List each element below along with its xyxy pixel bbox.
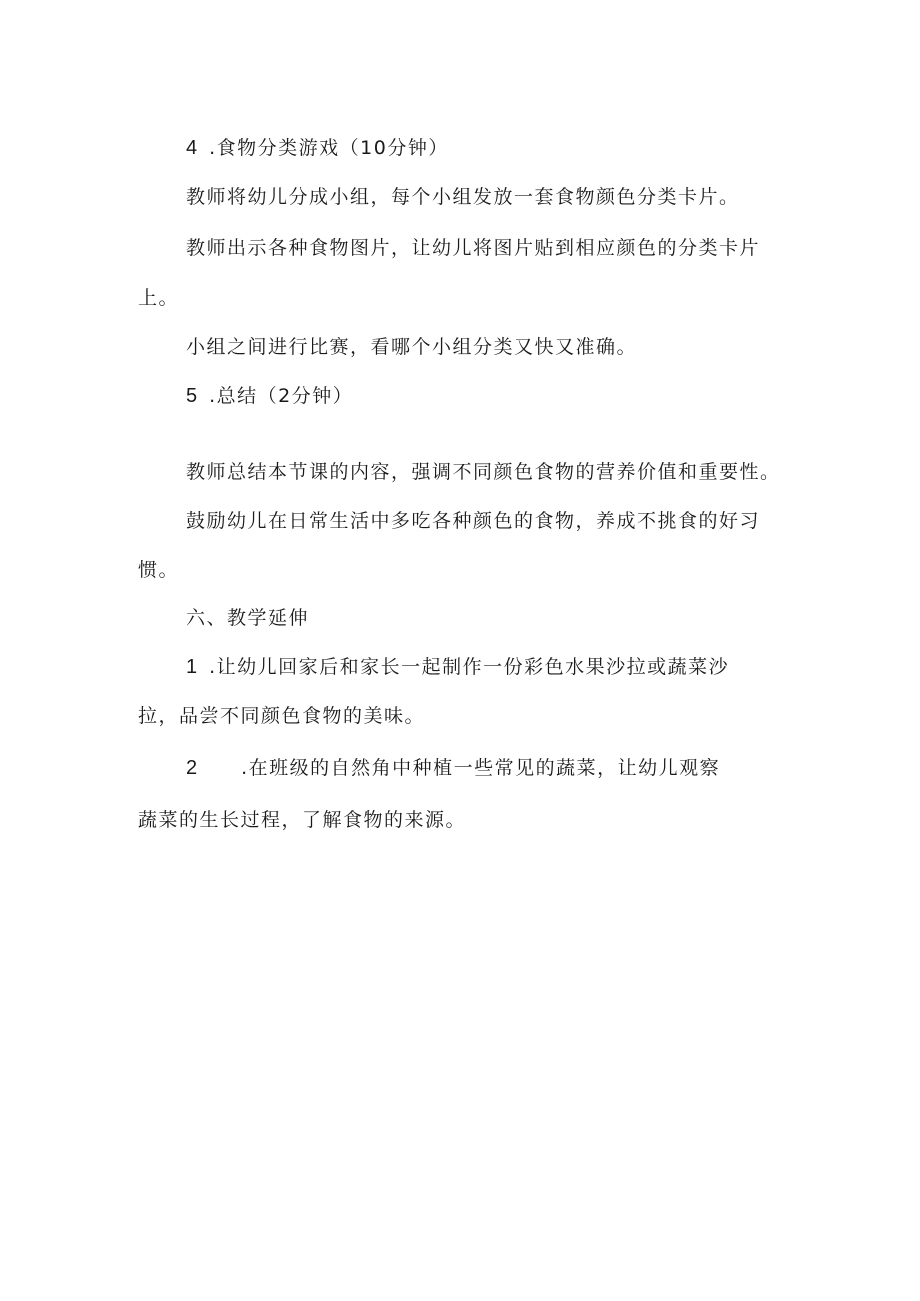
- extension-item-2-line-2: 蔬菜的生长过程，了解食物的来源。: [138, 809, 467, 831]
- section-5-paragraph-1: 教师总结本节课的内容，强调不同颜色食物的营养价值和重要性。: [186, 461, 781, 483]
- section-5-number: 5: [186, 385, 198, 407]
- extension-item-2-line-1: [186, 756, 720, 780]
- section-5-heading: [186, 384, 353, 408]
- section-4-paragraph-2-cont: 上。: [138, 287, 180, 309]
- extension-item-2-text: .在班级的自然角中种植一些常见的蔬菜，让幼儿观察: [241, 757, 721, 779]
- section-4-paragraph-2: 教师出示各种食物图片，让幼儿将图片贴到相应颜色的分类卡片: [186, 237, 761, 259]
- extension-item-1-number: 1: [186, 656, 198, 678]
- section-4-paragraph-3: 小组之间进行比赛，看哪个小组分类又快又准确。: [186, 336, 638, 358]
- extension-item-1-line-2: 拉，品尝不同颜色食物的美味。: [138, 705, 426, 727]
- section-4-title: .食物分类游戏（10分钟）: [209, 137, 449, 159]
- section-4-number: 4: [186, 137, 198, 159]
- section-5-paragraph-2-cont: 惯。: [138, 559, 180, 581]
- extension-item-2-number: 2: [186, 757, 198, 779]
- section-4-heading: [186, 136, 449, 160]
- extension-item-1-text: .让幼儿回家后和家长一起制作一份彩色水果沙拉或蔬菜沙: [209, 656, 730, 678]
- extension-heading: 六、教学延伸: [186, 607, 310, 629]
- section-4-paragraph-1: 教师将幼儿分成小组，每个小组发放一套食物颜色分类卡片。: [186, 186, 740, 208]
- section-5-paragraph-2: 鼓励幼儿在日常生活中多吃各种颜色的食物，养成不挑食的好习: [186, 510, 761, 532]
- extension-item-1-line-1: [186, 655, 729, 679]
- section-5-title: .总结（2分钟）: [209, 385, 354, 407]
